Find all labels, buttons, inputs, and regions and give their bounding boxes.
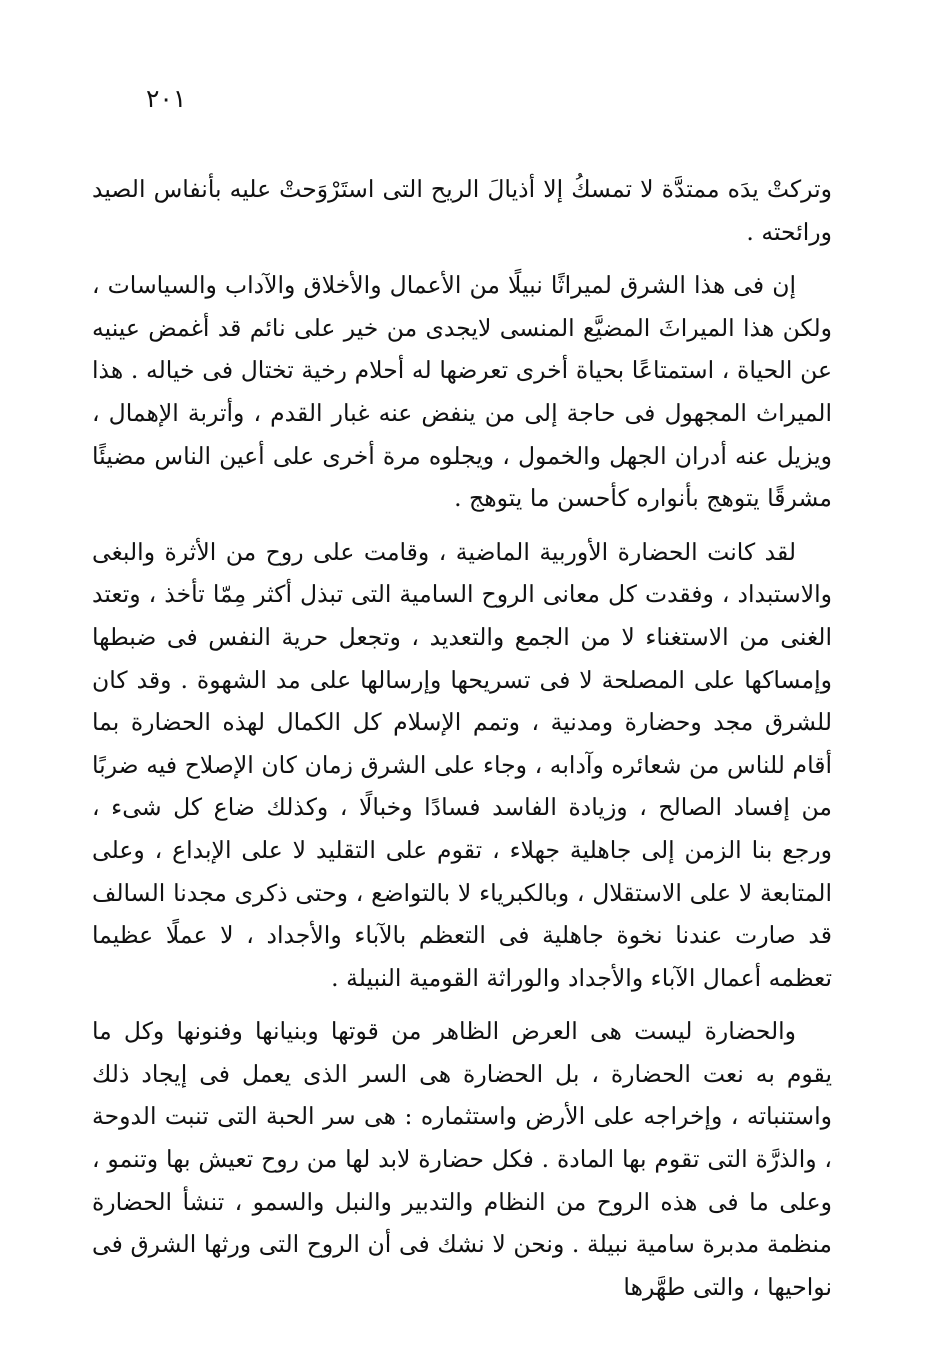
paragraph-civilization-spirit: والحضارة ليست هى العرض الظاهر من قوتها وبنيانها وفنونها وكل ما يقوم به نعت الحضارة ، بل الحضارة هى السر الذى يعمل فى إيجاد ذلك واستنباته ، وإخراجه على الأرض واستثماره : هى سر الحبة التى تنبت الدوحة ، والذرَّة التى تقوم بها المادة . فكل حضارة لابد لها من روح تعيش بها وتنمو ، وعلى ما فى هذه الروح من النظام والتدبير والنبل والسمو ، تنشأ الحضارة منظمة مدبرة سامية نبيلة . ونحن لا نشك فى أن الروح التى ورثها الشرق فى نواحيها ، والتى طهَّرها [92, 1017, 832, 1301]
body-text [92, 168, 832, 1308]
paragraph-continuation: وتركتْ يدَه ممتدَّة لا تمسكُ إلا أذيالَ الريح التى استَرْوَحتْ عليه بأنفاس الصيد ورائحته . [92, 175, 832, 246]
page-number: ٢٠١ [146, 84, 187, 113]
paragraph-east-heritage: إن فى هذا الشرق لميراثًا نبيلًا من الأعمال والأخلاق والآداب والسياسات ، ولكن هذا الميراثَ المضيَّع المنسى لايجدى من خير على نائم قد أغمض عينيه عن الحياة ، استمتاعًا بحياة أخرى تعرضها له أحلام رخية تختال فى خياله . هذا الميراث المجهول فى حاجة إلى من ينفض عنه غبار القدم ، وأتربة الإهمال ، ويزيل عنه أدران الجهل والخمول ، ويجلوه مرة أخرى على أعين الناس مضيئًا مشرقًا يتوهج بأنواره كأحسن ما يتوهج . [92, 271, 832, 513]
paragraph-european-civilization: لقد كانت الحضارة الأوربية الماضية ، وقامت على روح من الأثرة والبغى والاستبداد ، وفقدت كل معانى الروح السامية التى تبذل أكثر مِمّا تأخذ ، وتعتد الغنى من الاستغناء لا من الجمع والتعديد ، وتجعل حرية النفس فى ضبطها وإمساكها على المصلحة لا فى تسريحها وإرسالها على مد الشهوة . وقد كان للشرق مجد وحضارة ومدنية ، وتمم الإسلام كل الكمال لهذه الحضارة بما أقام للناس من شعائره وآدابه ، وجاء على الشرق زمان كان الإصلاح فيه ضربًا من إفساد الصالح ، وزيادة الفاسد فسادًا وخبالًا ، وكذلك ضاع كل شىء ، ورجع بنا الزمن إلى جاهلية جهلاء ، تقوم على التقليد لا على الإبداع ، وعلى المتابعة لا على الاستقلال ، وبالكبرياء لا بالتواضع ، وحتى ذكرى مجدنا السالف قد صارت عندنا نخوة جاهلية فى التعظم بالآباء والأجداد ، لا عملًا عظيما تعظمه أعمال الآباء والأجداد والوراثة القومية النبيلة . [92, 537, 832, 992]
